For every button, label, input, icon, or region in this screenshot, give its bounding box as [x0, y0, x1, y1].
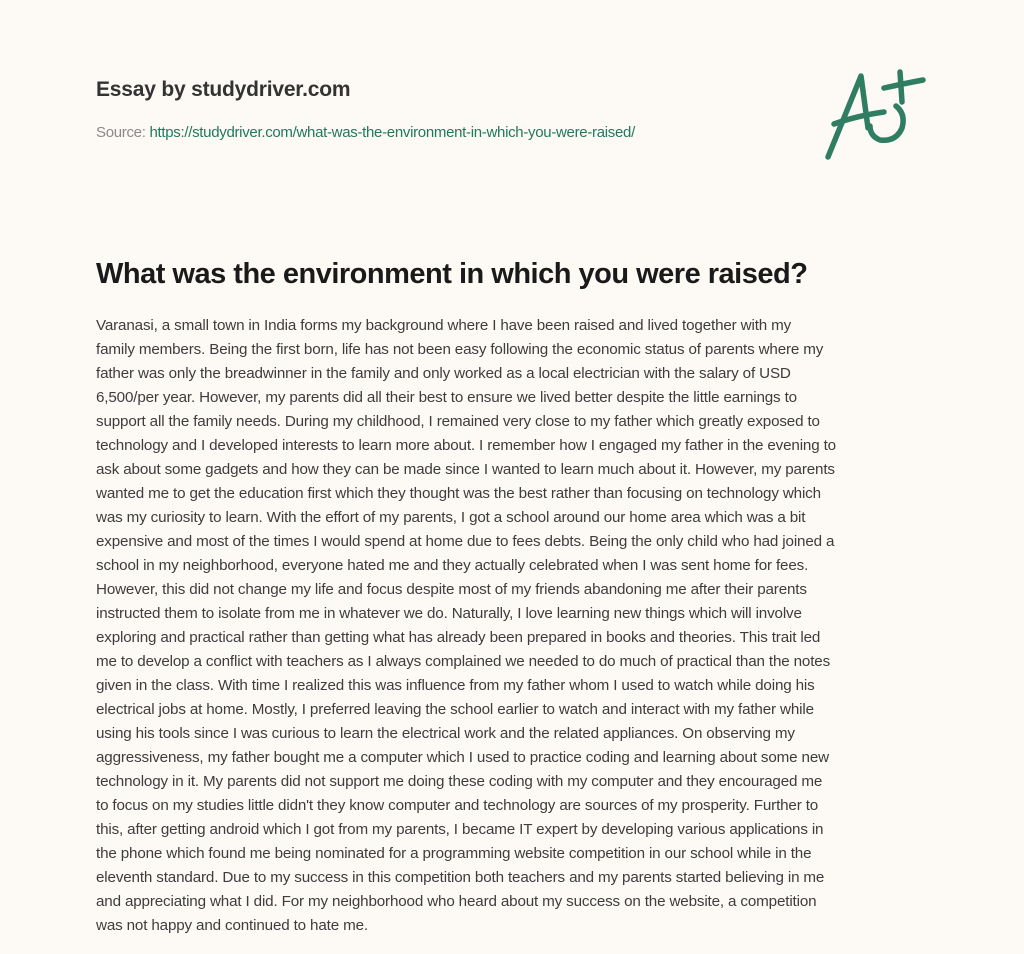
- essay-line: aggressiveness, my father bought me a computer which I used to practice coding and learning about some new: [96, 749, 829, 766]
- essay-line: However, this did not change my life and focus despite most of my friends abandoning me after their parents: [96, 581, 807, 598]
- essay-line: using his tools since I was curious to learn the electrical work and the related appliances. On observing my: [96, 725, 795, 742]
- essay-body: [96, 314, 936, 938]
- essay-line: this, after getting android which I got from my parents, I became IT expert by developing various applications in: [96, 821, 824, 838]
- essay-line: was not happy and continued to hate me.: [96, 917, 368, 934]
- essay-line: and appreciating what I did. For my neighborhood who heard about my success on the website, a competition: [96, 893, 817, 910]
- essay-line: to focus on my studies little didn't they know computer and technology are sources of my prosperity. Further to: [96, 797, 819, 814]
- essay-line: the phone which found me being nominated for a programming website competition in our school while in the: [96, 845, 812, 862]
- source-link[interactable]: https://studydriver.com/what-was-the-environment-in-which-you-were-raised/: [149, 124, 635, 141]
- essay-line: eleventh standard. Due to my success in this competition both teachers and my parents started believing in me: [96, 869, 825, 886]
- essay-line: technology in it. My parents did not support me doing these coding with my computer and they encouraged me: [96, 773, 823, 790]
- essay-line: school in my neighborhood, everyone hated me and they actually celebrated when I was sent home for fees.: [96, 557, 809, 574]
- essay-line: exploring and practical rather than getting what has already been prepared in books and theories. This trait led: [96, 629, 821, 646]
- source-label: Source:: [96, 124, 150, 141]
- essay-title: What was the environment in which you were raised?: [96, 258, 808, 290]
- site-header: [96, 76, 350, 104]
- essay-line: family members. Being the first born, life has not been easy following the economic status of parents where my: [96, 341, 824, 358]
- essay-line: technology and I developed interests to learn more about. I remember how I engaged my father in the evening to: [96, 437, 836, 454]
- brand-title: Essay by studydriver.com: [96, 78, 351, 101]
- essay-line: father was only the breadwinner in the family and only worked as a local electrician with the salary of USD: [96, 365, 791, 382]
- source-line: [96, 123, 635, 143]
- essay-line: was my curiosity to learn. With the effort of my parents, I got a school around our home area which was a bit: [96, 509, 806, 526]
- essay-line: expensive and most of the times I would spend at home due to fees debts. Being the only child who had joined a: [96, 533, 835, 550]
- a-plus-grade-icon: [818, 66, 928, 166]
- essay-line: wanted me to get the education first which they thought was the best rather than focusing on technology which: [96, 485, 821, 502]
- essay-line: me to develop a conflict with teachers as I always complained we needed to do much of practical than the notes: [96, 653, 831, 670]
- essay-line: instructed them to isolate from me in whatever we do. Naturally, I love learning new things which will involve: [96, 605, 802, 622]
- essay-line: 6,500/per year. However, my parents did all their best to ensure we lived better despite the little earnings to: [96, 389, 797, 406]
- essay-line: Varanasi, a small town in India forms my background where I have been raised and lived together with my: [96, 317, 792, 334]
- essay-line: support all the family needs. During my childhood, I remained very close to my father which greatly exposed to: [96, 413, 820, 430]
- essay-line: electrical jobs at home. Mostly, I preferred leaving the school earlier to watch and interact with my father while: [96, 701, 814, 718]
- essay-line: ask about some gadgets and how they can be made since I wanted to learn much about it. However, my parents: [96, 461, 835, 478]
- essay-line: given in the class. With time I realized this was influence from my father whom I used to watch while doing his: [96, 677, 815, 694]
